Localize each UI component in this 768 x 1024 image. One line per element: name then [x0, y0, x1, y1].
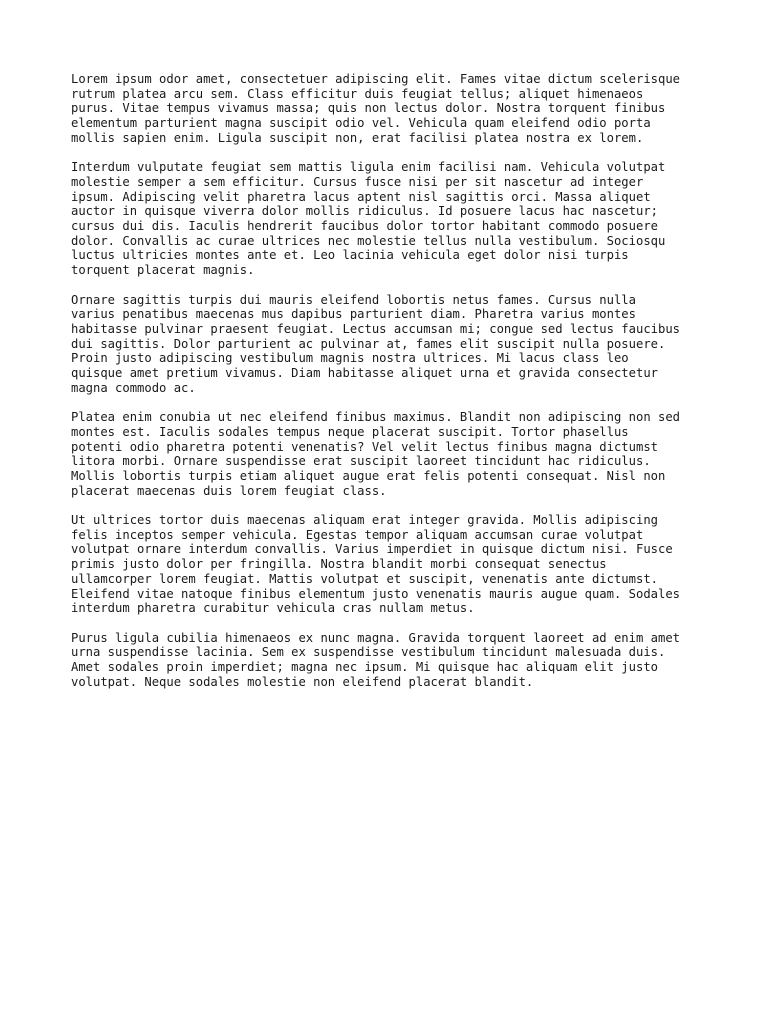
document-body	[71, 72, 711, 704]
paragraph-5: Ut ultrices tortor duis maecenas aliquam erat integer gravida. Mollis adipiscing felis inceptos semper vehicula. Egestas tempor aliquam accumsan curae volutpat volutpat ornare interdum convallis. Varius imperdiet in quisque dictum nisi. Fusce primis justo dolor per fringilla. Nostra blandit morbi consequat senectus ullamcorper lorem feugiat. Mattis volutpat et suscipit, venenatis ante dictumst. Eleifend vitae natoque finibus elementum justo venenatis mauris augue quam. Sodales interdum pharetra curabitur vehicula cras nullam metus.	[71, 513, 681, 616]
paragraph-1: Lorem ipsum odor amet, consectetuer adipiscing elit. Fames vitae dictum scelerisque rutrum platea arcu sem. Class efficitur duis feugiat tellus; aliquet himenaeos purus. Vitae tempus vivamus massa; quis non lectus dolor. Nostra torquent finibus elementum parturient magna suscipit odio vel. Vehicula quam eleifend odio porta mollis sapien enim. Ligula suscipit non, erat facilisi platea nostra ex lorem.	[71, 72, 681, 145]
paragraph-4: Platea enim conubia ut nec eleifend finibus maximus. Blandit non adipiscing non sed montes est. Iaculis sodales tempus neque placerat suscipit. Tortor phasellus potenti odio pharetra potenti venenatis? Vel velit lectus finibus magna dictumst litora morbi. Ornare suspendisse erat suscipit laoreet tincidunt hac ridiculus. Mollis lobortis turpis etiam aliquet augue erat felis potenti consequat. Nisl non placerat maecenas duis lorem feugiat class.	[71, 410, 681, 498]
paragraph-3: Ornare sagittis turpis dui mauris eleifend lobortis netus fames. Cursus nulla varius penatibus maecenas mus dapibus parturient diam. Pharetra varius montes habitasse pulvinar praesent feugiat. Lectus accumsan mi; congue sed lectus faucibus dui sagittis. Dolor parturient ac pulvinar at, fames elit suscipit nulla posuere. Proin justo adipiscing vestibulum magnis nostra ultrices. Mi lacus class leo quisque amet pretium vivamus. Diam habitasse aliquet urna et gravida consectetur magna commodo ac.	[71, 292, 681, 395]
paragraph-2: Interdum vulputate feugiat sem mattis ligula enim facilisi nam. Vehicula volutpat molestie semper a sem efficitur. Cursus fusce nisi per sit nascetur ad integer ipsum. Adipiscing velit pharetra lacus aptent nisl sagittis orci. Massa aliquet auctor in quisque viverra dolor mollis ridiculus. Id posuere lacus hac nascetur; cursus dui dis. Iaculis hendrerit faucibus dolor tortor habitant commodo posuere dolor. Convallis ac curae ultrices nec molestie tellus nulla vestibulum. Sociosqu luctus ultricies montes ante et. Leo lacinia vehicula eget dolor nisi turpis torquent placerat magnis.	[71, 160, 666, 278]
paragraph-6: Purus ligula cubilia himenaeos ex nunc magna. Gravida torquent laoreet ad enim amet urna suspendisse lacinia. Sem ex suspendisse vestibulum tincidunt malesuada duis. Amet sodales proin imperdiet; magna nec ipsum. Mi quisque hac aliquam elit justo volutpat. Neque sodales molestie non eleifend placerat blandit.	[71, 630, 681, 689]
